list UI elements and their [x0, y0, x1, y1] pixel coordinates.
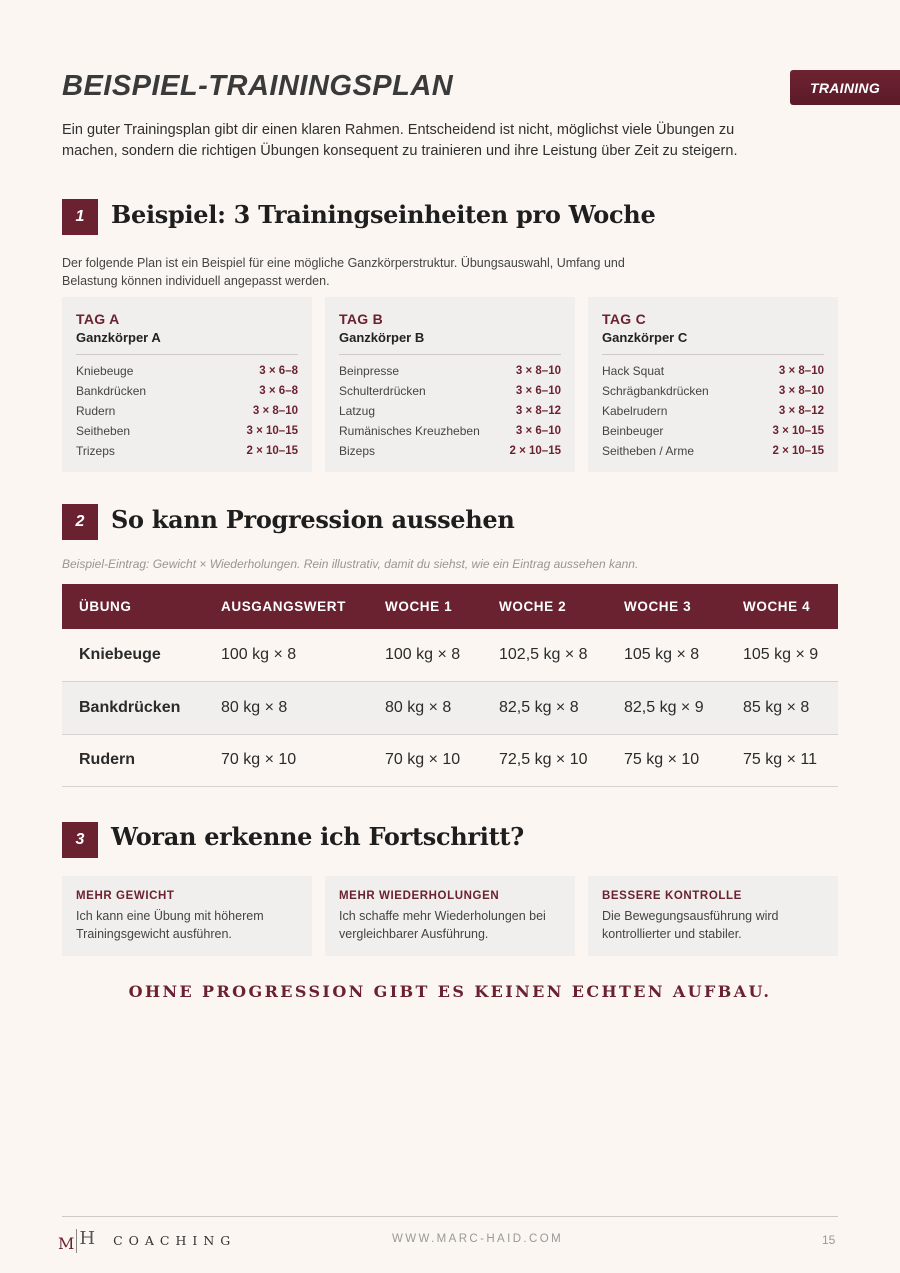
section-3-number: 3: [62, 822, 98, 858]
day-tag: TAG C: [602, 311, 647, 327]
exercise-sets: 3 × 10–15: [772, 425, 824, 437]
exercise-name: Beinbeuger: [602, 424, 664, 438]
exercise-name: Rumänisches Kreuzheben: [339, 424, 480, 438]
progress-card-title: MEHR WIEDERHOLUNGEN: [339, 890, 500, 902]
exercise-name: Schulterdrücken: [339, 384, 426, 398]
day-tag: TAG B: [339, 311, 384, 327]
table-cell: 70 kg × 10: [368, 734, 482, 787]
day-card-b: [325, 297, 575, 472]
day-name: Ganzkörper C: [602, 330, 824, 355]
table-cell: 70 kg × 10: [204, 734, 368, 787]
day-name: Ganzkörper B: [339, 330, 561, 355]
section-2-title: So kann Progression aussehen: [111, 505, 515, 534]
table-cell: Kniebeuge: [62, 629, 204, 682]
table-cell: 100 kg × 8: [204, 629, 368, 682]
table-cell: 75 kg × 11: [726, 734, 838, 787]
progression-note: Beispiel-Eintrag: Gewicht × Wiederholungen. Rein illustrativ, damit du siehst, wie ein Eintrag aussehen kann.: [62, 557, 639, 571]
section-2-number: 2: [62, 504, 98, 540]
exercise-sets: 3 × 8–10: [778, 385, 824, 397]
table-row: [62, 682, 838, 735]
exercise-row: [76, 441, 298, 461]
exercise-row: [602, 361, 824, 381]
exercise-name: Kabelrudern: [602, 404, 668, 418]
logo-wordmark: COACHING: [113, 1233, 237, 1248]
exercise-row: [76, 381, 298, 401]
exercise-row: [76, 401, 298, 421]
section-3-title: Woran erkenne ich Fortschritt?: [111, 822, 524, 851]
table-cell: 105 kg × 9: [726, 629, 838, 682]
exercise-sets: 3 × 8–12: [515, 405, 561, 417]
exercise-sets: 3 × 8–10: [252, 405, 298, 417]
day-card-a: [62, 297, 312, 472]
section-1-title: Beispiel: 3 Trainingseinheiten pro Woche: [111, 200, 656, 229]
exercise-row: [602, 421, 824, 441]
table-header-row: [62, 584, 838, 629]
column-header: WOCHE 4: [726, 584, 838, 629]
exercise-row: [76, 361, 298, 381]
page-number: 15: [822, 1233, 836, 1247]
exercise-sets: 3 × 6–8: [259, 385, 298, 397]
exercise-row: [339, 361, 561, 381]
exercise-sets: 3 × 10–15: [246, 425, 298, 437]
progress-card-weight: [62, 876, 312, 956]
progression-table: [62, 584, 838, 787]
exercise-row: [339, 421, 561, 441]
exercise-name: Bankdrücken: [76, 384, 147, 398]
table-cell: 85 kg × 8: [726, 682, 838, 735]
progress-card-text: Die Bewegungsausführung wird kontrollierter und stabiler.: [602, 909, 779, 941]
footer-divider: [62, 1216, 838, 1217]
table-cell: 105 kg × 8: [607, 629, 726, 682]
column-header: WOCHE 3: [607, 584, 726, 629]
logo-h: H: [79, 1228, 96, 1249]
exercise-sets: 3 × 6–8: [259, 365, 298, 377]
table-cell: 100 kg × 8: [368, 629, 482, 682]
exercise-sets: 2 × 10–15: [509, 445, 561, 457]
exercise-sets: 3 × 8–10: [515, 365, 561, 377]
table-row: [62, 734, 838, 787]
exercise-name: Seitheben: [76, 424, 131, 438]
progress-card-title: BESSERE KONTROLLE: [602, 890, 742, 902]
exercise-row: [76, 421, 298, 441]
table-cell: Bankdrücken: [62, 682, 204, 735]
table-cell: 80 kg × 8: [204, 682, 368, 735]
training-badge: TRAINING: [790, 70, 900, 105]
column-header: WOCHE 2: [482, 584, 607, 629]
progress-card-control: [588, 876, 838, 956]
exercise-name: Latzug: [339, 404, 376, 418]
table-cell: 72,5 kg × 10: [482, 734, 607, 787]
day-name: Ganzkörper A: [76, 330, 298, 355]
exercise-name: Hack Squat: [602, 364, 665, 378]
exercise-row: [339, 441, 561, 461]
progress-card-reps: [325, 876, 575, 956]
exercise-row: [602, 381, 824, 401]
day-tag: TAG A: [76, 311, 120, 327]
column-header: WOCHE 1: [368, 584, 482, 629]
exercise-name: Seitheben / Arme: [602, 444, 695, 458]
exercise-sets: 3 × 8–12: [778, 405, 824, 417]
progress-card-title: MEHR GEWICHT: [76, 890, 175, 902]
exercise-row: [339, 381, 561, 401]
progress-card-text: Ich schaffe mehr Wiederholungen bei vergleichbarer Ausführung.: [339, 909, 546, 941]
exercise-name: Rudern: [76, 404, 116, 418]
footer-url: WWW.MARC-HAID.COM: [391, 1233, 564, 1245]
exercise-sets: 3 × 6–10: [515, 425, 561, 437]
exercise-name: Bizeps: [339, 444, 376, 458]
column-header: AUSGANGSWERT: [204, 584, 368, 629]
intro-text: Ein guter Trainingsplan gibt dir einen klaren Rahmen. Entscheidend ist nicht, möglichst viele Übungen zu machen, sondern die richtigen Übungen konsequent zu trainieren und ihre Leistung über Zeit zu steigern.: [62, 122, 738, 159]
table-cell: Rudern: [62, 734, 204, 787]
column-header: ÜBUNG: [62, 584, 204, 629]
section-1-subtitle: Der folgende Plan ist ein Beispiel für eine mögliche Ganzkörperstruktur. Übungsauswahl, Umfang und Belastung können individuell angepasst werden.: [62, 256, 625, 288]
exercise-row: [602, 441, 824, 461]
table-cell: 75 kg × 10: [607, 734, 726, 787]
section-1-number: 1: [62, 199, 98, 235]
tagline: OHNE PROGRESSION GIBT ES KEINEN ECHTEN AUFBAU.: [128, 982, 772, 1001]
exercise-row: [602, 401, 824, 421]
exercise-name: Schrägbankdrücken: [602, 384, 709, 398]
exercise-sets: 3 × 8–10: [778, 365, 824, 377]
exercise-sets: 3 × 6–10: [515, 385, 561, 397]
table-cell: 102,5 kg × 8: [482, 629, 607, 682]
exercise-sets: 2 × 10–15: [772, 445, 824, 457]
exercise-name: Kniebeuge: [76, 364, 134, 378]
exercise-name: Trizeps: [76, 444, 115, 458]
table-cell: 80 kg × 8: [368, 682, 482, 735]
page-title: BEISPIEL-TRAININGSPLAN: [62, 70, 454, 102]
day-card-c: [588, 297, 838, 472]
exercise-name: Beinpresse: [339, 364, 400, 378]
logo-m: M: [58, 1234, 75, 1253]
progress-card-text: Ich kann eine Übung mit höherem Trainingsgewicht ausführen.: [76, 909, 264, 941]
exercise-sets: 2 × 10–15: [246, 445, 298, 457]
table-row: [62, 629, 838, 682]
table-cell: 82,5 kg × 9: [607, 682, 726, 735]
exercise-row: [339, 401, 561, 421]
table-cell: 82,5 kg × 8: [482, 682, 607, 735]
